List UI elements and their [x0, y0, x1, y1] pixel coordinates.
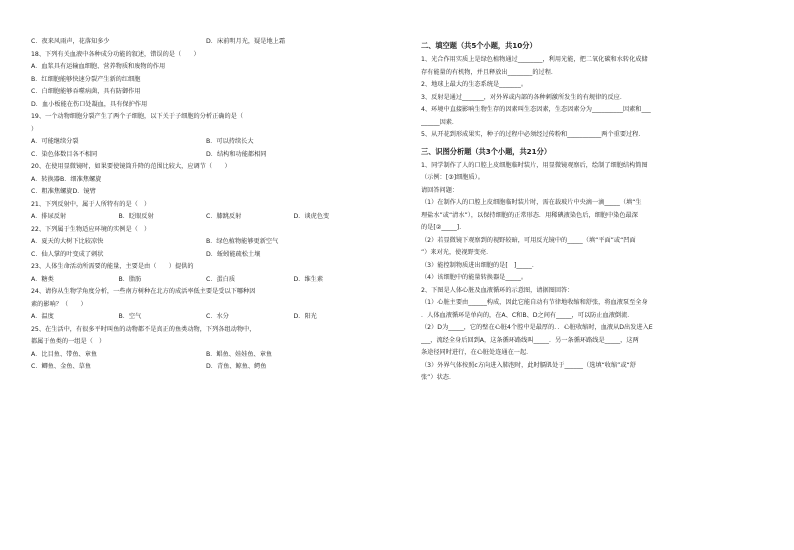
left-column [31, 36, 381, 374]
option-d: D．青鱼、鲸鱼、鳄鱼 [206, 363, 267, 370]
analysis-text: 理盐水”或“清水”），以保持细胞的正常形态．用稀碘液染色后，细胞中染色最深 [421, 211, 638, 219]
option-b: B．眨眼反射 [118, 213, 154, 220]
analysis-text: （1）心脏主要由______构成，因此它能自动有节律地收缩和舒张，将血液泵至全身 [421, 299, 648, 306]
option-d: D．蚯蚓能疏松土壤 [206, 250, 261, 258]
options-row [31, 236, 381, 249]
question-23-stem: 23、人体生命活动所需要的能量，主要是由（ ）提供的 [31, 263, 194, 270]
options-row [31, 149, 381, 162]
analysis-text: （4）该细胞中的能量转换器是_____。 [421, 274, 528, 281]
option-c: C．仙人掌的叶变成了刺状 [31, 250, 104, 258]
options-row [31, 274, 381, 287]
analysis-text: 2、下图是人体心脏及血液循环的示意图，请据图回答： [421, 286, 574, 294]
fill-question-4-cont: ______因素． [421, 118, 459, 126]
analysis-text: （3）能控制物质进出细胞的是[ ]_____． [421, 261, 539, 269]
question-25-stem: 25、在生活中，有很多平时叫鱼的动物都不是真正的鱼类动物，下列各组动物中， [31, 325, 256, 333]
section-heading-figure-analysis: 三、识图分析题（共3个小题，共21分） [421, 146, 552, 156]
options-row [31, 211, 381, 224]
options-row [31, 249, 381, 262]
section-heading-fill-in: 二、填空题（共5个小题，共10分） [421, 41, 537, 50]
question-19-stem: 19、一个动物细胞分裂产生了两个子细胞，以下关于子细胞的分析正确的是（ [31, 113, 244, 120]
question-21-stem: 21、下列反射中，属于人所特有的是（ ） [31, 200, 151, 208]
option-a: A．比目鱼、带鱼、章鱼 [31, 350, 98, 358]
option-ab: A．转换器B．细准焦螺旋 [31, 175, 102, 183]
option-b: B．脂肪 [118, 275, 142, 283]
analysis-text: 张”）状态． [421, 374, 456, 381]
option-c: C．鲫鱼、金鱼、草鱼 [31, 363, 92, 370]
option-c: C．夜来风雨声，花落知多少 [31, 38, 110, 45]
option-c: C．水分 [206, 313, 229, 320]
fill-question-4: 4、环境中直接影响生物生存的因素叫生态因素，生态因素分为__________因素和___ [421, 106, 651, 113]
analysis-text: 请回答问题： [421, 186, 459, 194]
right-column [421, 36, 761, 385]
option-a: A．夏天的大树下比较凉快 [31, 238, 104, 245]
option-a: A．温度 [31, 313, 54, 320]
option-d: D．血小板能在伤口处凝血，具有保护作用 [31, 100, 148, 108]
options-row [31, 36, 381, 49]
fill-question-1-cont: 存有能量的有机物，并且释放出________的过程． [421, 68, 558, 76]
fill-question-2: 2、地球上最大的生态系统是_______。 [421, 81, 528, 88]
analysis-text: （2）D为_____，它的壁在心脏4个腔中是最厚的．．心脏收缩时，血液从D出发进入E [421, 324, 653, 331]
analysis-text: ．人体血液循环是单向的，在A、C和B、D之间有_____，可以防止血液倒流． [421, 311, 634, 319]
option-b: B．空气 [118, 313, 142, 320]
option-c: C．白细胞能够吞噬病菌，具有防御作用 [31, 88, 141, 95]
analysis-text: 1、同学制作了人的口腔上皮细胞临时装片，用显微镜观察后，绘制了细胞结构简图 [421, 161, 648, 169]
analysis-text: ”）来对光，使视野变亮． [421, 249, 493, 256]
options-row [31, 349, 381, 362]
options-row [31, 361, 381, 374]
option-b: B．绿色植物能够更新空气 [206, 238, 279, 245]
option-d: D．维生素 [293, 275, 324, 283]
fill-question-3: 3、反射是通过_______，对外界或内部的各种刺激所发生的有规律的反应． [421, 93, 627, 101]
question-22-stem: 22、下列属于生物适应环境的实例是（ ） [31, 225, 151, 233]
analysis-text: 的是[②_____]． [421, 224, 466, 231]
analysis-text: （2）若显微镜下观察到的视野较暗，可用反光镜中的_____（填“平面”或“凹面 [421, 236, 636, 244]
option-d: D．床前明月光，疑是地上霜 [206, 38, 286, 45]
question-25-stem-cont: 都属于鱼类的一组是（ ） [31, 338, 106, 345]
option-cd: C．粗准焦螺旋D．镜臂 [31, 188, 96, 195]
analysis-text: 条途径同时进行，在心脏处连通在一起． [421, 349, 533, 356]
fill-question-1: 1、光合作用实质上是绿色植物通过________，利用光能，把二氧化碳和水转化成储 [421, 56, 648, 63]
option-c: C．染色体数目各不相同 [31, 150, 98, 158]
question-24-stem-cont: 素的影响？（ ） [31, 300, 87, 308]
option-b: B．鲳鱼、娃娃鱼、章鱼 [206, 350, 273, 358]
analysis-text: （3）外界气体按照c方向进入肺泡时，此时膈肌处于______（选填“收缩”或“舒 [421, 361, 636, 369]
fill-question-5: 5、从开花到形成果实，种子的过程中必须经过传粉和___________两个重要过程． [421, 131, 645, 138]
option-d: D．结构和功能都相同 [206, 150, 267, 158]
option-a: A．血浆具有运输血细胞、营养物质和废物的作用 [31, 63, 166, 70]
option-c: C．蛋白质 [206, 275, 236, 283]
option-a: A．排尿反射 [31, 213, 67, 220]
analysis-text: ___，流经全身后回到A，这条循环路线叫_____．另一条循环路线是_____，这两 [421, 336, 639, 344]
options-row [31, 311, 381, 324]
option-d: D．谈虎色变 [293, 213, 330, 220]
option-b: B．红细胞能够快速分裂产生新的红细胞 [31, 75, 141, 83]
option-b: B．可以持续长大 [206, 138, 254, 145]
analysis-text: （1）在制作人的口腔上皮细胞临时装片时，需在载玻片中央滴一滴_____（填“生 [421, 199, 642, 206]
options-row [31, 136, 381, 149]
question-24-stem: 24、请你从生物学角度分析，一些南方树种在北方的成活率低主要是受以下哪种因 [31, 288, 256, 295]
option-a: A．可能继续分裂 [31, 138, 79, 145]
option-d: D．阳光 [293, 313, 317, 320]
question-18-stem: 18、下列有关血液中各种成分功能的叙述，错误的是（ ） [31, 50, 200, 58]
option-c: C．膝跳反射 [206, 213, 242, 220]
analysis-text: （示例：[③]细胞质）。 [421, 174, 484, 181]
question-20-stem: 20、在使用显微镜时，如果要使镜筒升降的范围比较大，应调节（ ） [31, 163, 231, 170]
question-19-stem-cont: ） [31, 125, 38, 133]
option-a: A．糖类 [31, 275, 54, 283]
